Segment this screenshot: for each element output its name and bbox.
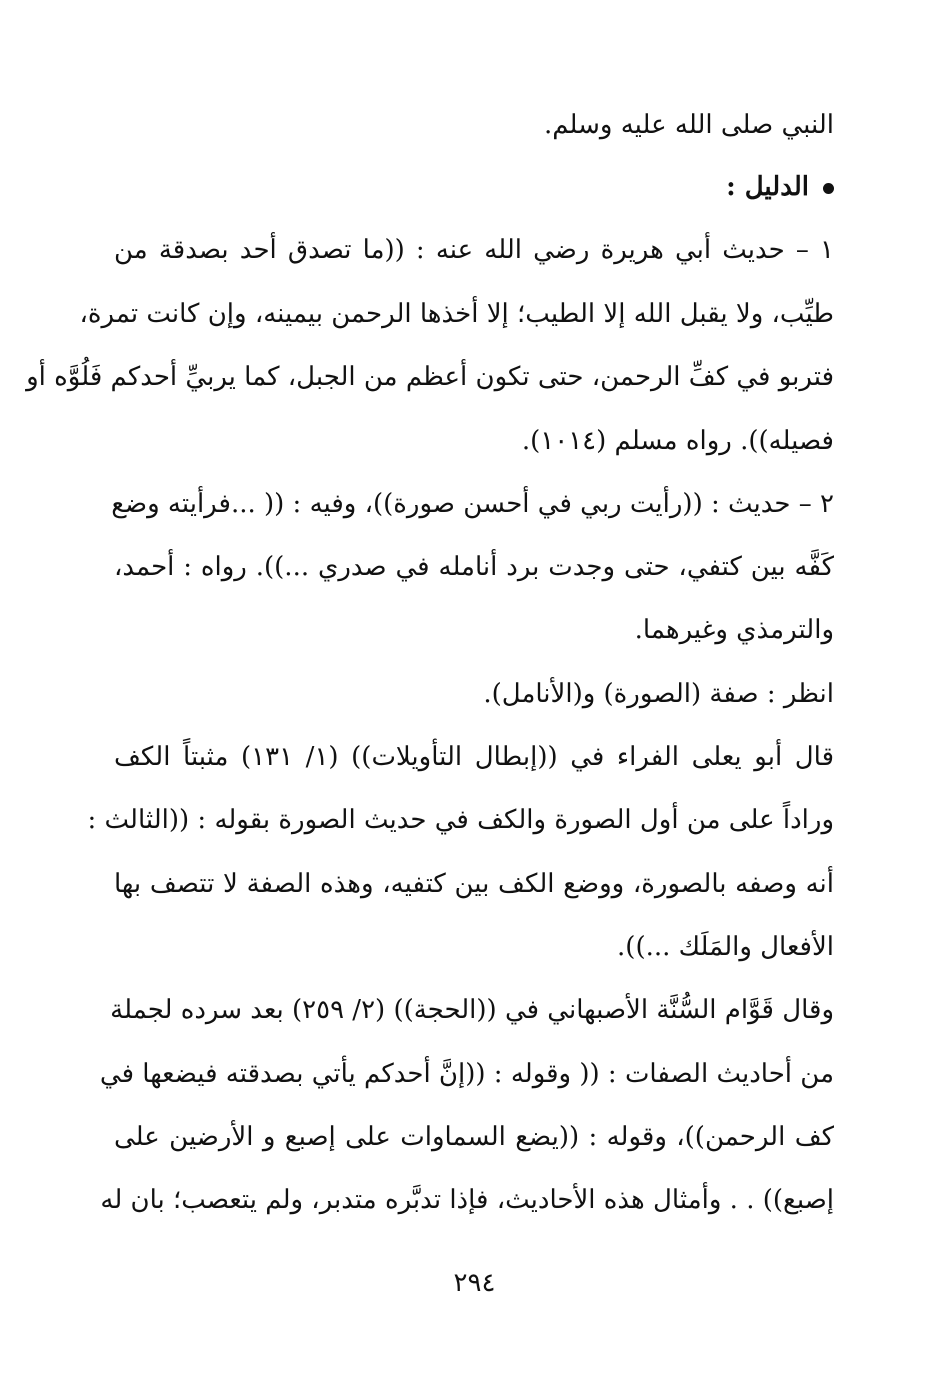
text-line: كف الرحمن))، وقوله : ((يضع السماوات على إصبع و الأرضين على <box>114 1122 834 1152</box>
text-line: فصيله)). رواه مسلم (١٠١٤). <box>521 426 834 456</box>
section-heading <box>114 167 834 207</box>
text-line: إصبع)) . . وأمثال هذه الأحاديث، فإذا تدبَّره متدبر، ولم يتعصب؛ بان له <box>100 1185 834 1215</box>
text-line: من أحاديث الصفات : (( وقوله : ((إنَّ أحدكم يأتي بصدقته فيضعها في <box>99 1059 834 1089</box>
bullet-icon <box>823 183 834 194</box>
text-line: طيِّب، ولا يقبل الله إلا الطيب؛ إلا أخذها الرحمن بيمينه، وإن كانت تمرة، <box>79 299 834 329</box>
text-line: قال أبو يعلى الفراء في ((إبطال التأويلات)) (١/ ١٣١) مثبتاً الكف <box>114 742 835 772</box>
page-number: ٢٩٤ <box>453 1268 496 1298</box>
text-line: وقال قَوَّام السُّنَّة الأصبهاني في ((الحجة)) (٢/ ٢٥٩) بعد سرده لجملة <box>110 995 834 1025</box>
heading-text: الدليل : <box>726 172 809 202</box>
text-line: كَفَّه بين كتفي، حتى وجدت برد أنامله في صدري ...)). رواه : أحمد، <box>114 552 834 582</box>
text-line: الأفعال والمَلَك ...)). <box>617 932 834 962</box>
text-line: ١ – حديث أبي هريرة رضي الله عنه : ((ما تصدق أحد بصدقة من <box>114 235 834 265</box>
text-line: وراداً على من أول الصورة والكف في حديث الصورة بقوله : ((الثالث : <box>87 805 834 835</box>
text-line: النبي صلى الله عليه وسلم. <box>543 110 834 140</box>
text-line: فتربو في كفِّ الرحمن، حتى تكون أعظم من الجبل، كما يربيِّ أحدكم فَلُوَّه أو <box>26 362 834 392</box>
text-line: والترمذي وغيرهما. <box>634 615 834 645</box>
text-line: ٢ – حديث : ((رأيت ربي في أحسن صورة))، وفيه : (( ...فرأيته وضع <box>111 489 834 519</box>
text-line: انظر : صفة (الصورة) و(الأنامل). <box>483 679 834 709</box>
text-line: أنه وصفه بالصورة، ووضع الكف بين كتفيه، وهذه الصفة لا تتصف بها <box>114 869 834 899</box>
